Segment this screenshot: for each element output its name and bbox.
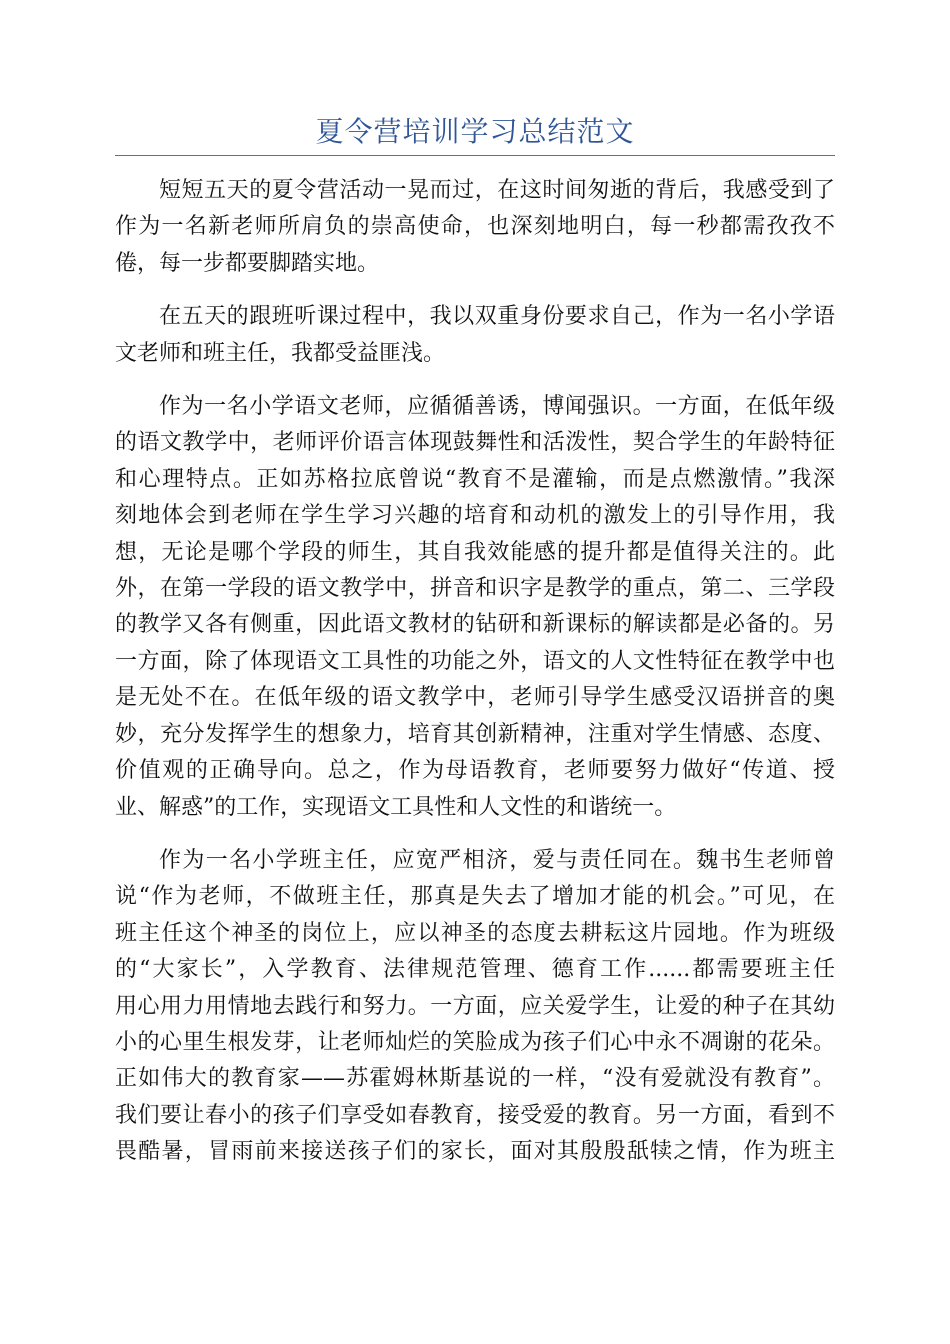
title-underline (115, 155, 835, 156)
text-line: 作为一名新老师所肩负的崇高使命，也深刻地明白，每一秒都需孜孜不 (115, 214, 835, 240)
text-line: 正如伟大的教育家——苏霍姆林斯基说的一样，“没有爱就没有教育”。 (115, 1066, 835, 1092)
text-line: 在五天的跟班听课过程中，我以双重身份要求自己，作为一名小学语 (159, 304, 835, 330)
text-line: 的语文教学中，老师评价语言体现鼓舞性和活泼性，契合学生的年龄特征 (115, 430, 835, 456)
document-title: 夏令营培训学习总结范文 (315, 115, 635, 148)
text-line: 和心理特点。正如苏格拉底曾说“教育不是灌输，而是点燃激情。”我深 (115, 466, 835, 492)
text-line: 想，无论是哪个学段的师生，其自我效能感的提升都是值得关注的。此 (115, 539, 835, 565)
text-line: 用心用力用情地去践行和努力。一方面，应关爱学生，让爱的种子在其幼 (115, 993, 835, 1019)
text-line: 班主任这个神圣的岗位上，应以神圣的态度去耕耘这片园地。作为班级 (115, 920, 835, 946)
paragraph-2 (115, 299, 835, 372)
text-line: 小的心里生根发芽，让老师灿烂的笑脸成为孩子们心中永不凋谢的花朵。 (115, 1029, 835, 1055)
text-line: 的“大家长”，入学教育、法律规范管理、德育工作......都需要班主任 (115, 957, 835, 983)
text-line: 作为一名小学班主任，应宽严相济，爱与责任同在。魏书生老师曾 (159, 847, 835, 873)
text-line: 的教学又各有侧重，因此语文教材的钻研和新课标的解读都是必备的。另 (115, 612, 835, 638)
text-line: 业、解惑”的工作，实现语文工具性和人文性的和谐统一。 (115, 794, 677, 820)
text-line: 是无处不在。在低年级的语文教学中，老师引导学生感受汉语拼音的奥 (115, 685, 835, 711)
text-line: 短短五天的夏令营活动一晃而过，在这时间匆逝的背后，我感受到了 (159, 178, 835, 203)
text-line: 外，在第一学段的语文教学中，拼音和识字是教学的重点，第二、三学段 (115, 576, 835, 602)
paragraph-1 (115, 173, 835, 282)
text-line: 畏酷暑，冒雨前来接送孩子们的家长，面对其殷殷舐犊之情，作为班主 (115, 1139, 835, 1165)
text-line: 刻地体会到老师在学生学习兴趣的培育和动机的激发上的引导作用，我 (115, 503, 835, 529)
text-line: 价值观的正确导向。总之，作为母语教育，老师要努力做好“传道、授 (115, 758, 835, 784)
text-line: 一方面，除了体现语文工具性的功能之外，语文的人文性特征在教学中也 (115, 648, 835, 674)
text-line: 妙，充分发挥学生的想象力，培育其创新精神，注重对学生情感、态度、 (115, 721, 835, 747)
paragraph-3 (115, 389, 835, 826)
document-body (115, 173, 835, 1188)
text-line: 文老师和班主任，我都受益匪浅。 (115, 340, 446, 366)
text-line: 作为一名小学语文老师，应循循善诱，博闻强识。一方面，在低年级 (159, 394, 835, 420)
paragraph-4 (115, 843, 835, 1171)
text-line: 倦，每一步都要脚踏实地。 (115, 250, 380, 276)
text-line: 说“作为老师，不做班主任，那真是失去了增加才能的机会。”可见，在 (115, 884, 835, 910)
text-line: 我们要让春小的孩子们享受如春教育，接受爱的教育。另一方面，看到不 (115, 1102, 835, 1128)
